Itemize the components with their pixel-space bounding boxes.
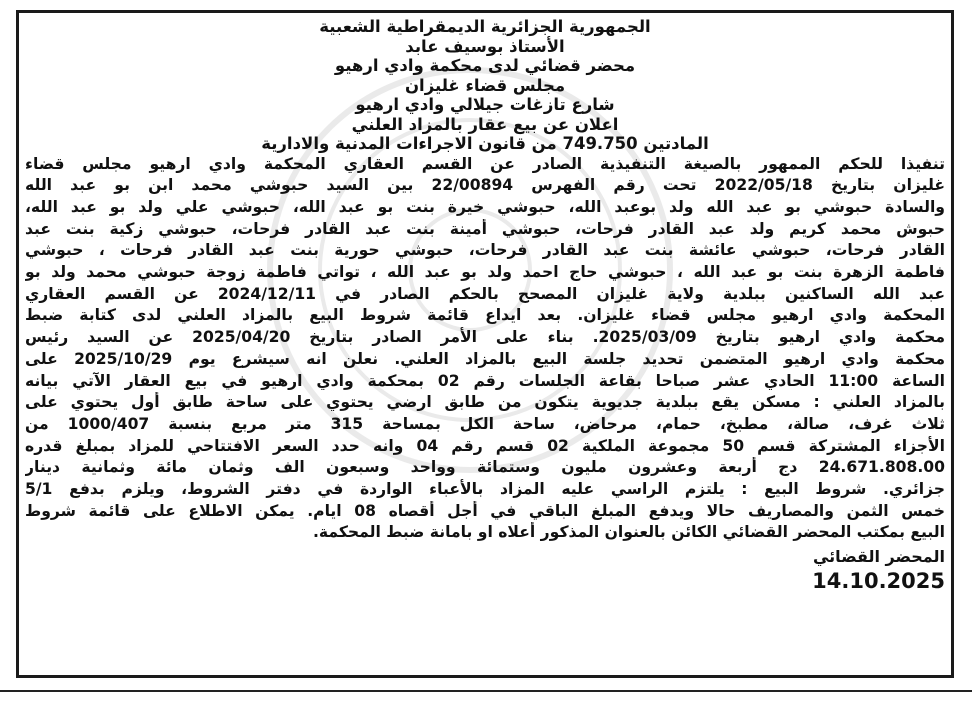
bottom-divider bbox=[0, 690, 972, 692]
notice-body bbox=[25, 154, 945, 545]
signature-date: 14.10.2025 bbox=[812, 569, 945, 594]
header-republic: الجمهورية الجزائرية الديمقراطية الشعبية bbox=[319, 17, 651, 36]
notice-header bbox=[25, 17, 945, 154]
signature-label: المحضر القضائي bbox=[812, 547, 945, 567]
notice-title: اعلان عن بيع عقار بالمزاد العلني bbox=[351, 114, 619, 134]
body-line: بالمزاد العلني : مسكن يقع ببلدية جديوية يتكون من طابق ارضي يحتوي على ساحة طابق أول يحتوي على bbox=[25, 393, 945, 412]
header-legal-articles: المادتين 749.750 من قانون الاجراءات المدنية والادارية bbox=[261, 134, 709, 153]
body-line: البيع بمكتب المحضر القضائي الكائن بالعنوان المذكور أعلاه او بامانة ضبط المحكمة. bbox=[313, 523, 945, 542]
legal-notice bbox=[16, 10, 954, 678]
body-line: ثلاث غرف، صالة، مطبخ، حمام، مرحاض، ساحة الكل بمساحة 315 متر مربع بنسبة 1000/407 من bbox=[25, 414, 945, 433]
signature-block bbox=[25, 546, 945, 594]
body-line: فاطمة الزهرة بنت بو عبد الله ، حبوشي حاج احمد ولد بو عبد الله ، تواتي فاطمة زوجة حبوشي محمد ولد بو bbox=[25, 263, 945, 282]
header-council: مجلس قضاء غليزان bbox=[404, 75, 566, 95]
body-line: الساعة 11:00 الحادي عشر صباحا بقاعة الجلسات رقم 02 بمحكمة وادي ارهيو في بيع العقار الآتي بيانه bbox=[25, 371, 945, 390]
body-line: المحكمة وادي ارهيو مجلس قضاء غليزان. بعد ايداع قائمة شروط البيع بالمزاد العلني لدى كتابة ضبط bbox=[25, 306, 945, 325]
header-bailiff-name: الأستاذ بوسيف عابد bbox=[405, 36, 565, 56]
body-line: جزائري. شروط البيع : يلتزم الراسي عليه المزاد بالأعباء الواردة في دفتر الشروط، ويلزم بدفع 5/1 bbox=[25, 480, 945, 499]
body-line: عبد الله الساكنين ببلدية ولاية غليزان المصحح بالحكم الصادر في 2024/12/11 عن القسم العقاري bbox=[25, 284, 945, 303]
body-line: غليزان بتاريخ 2022/05/18 تحت رقم الفهرس 22/00894 بين السيد حبوشي محمد ابن بو عبد الله bbox=[25, 176, 945, 195]
body-line: والسادة حبوشي بو عبد الله ولد بوعبد الله، حبوشي خيرة بنت بو عبد الله، حبوشي علي ولد بو عبد الله، bbox=[25, 197, 945, 216]
body-line: خمس الثمن والمصاريف حالا ويدفع المبلغ الباقي في أجل أقصاه 08 ايام. يمكن الاطلاع على قائمة شروط bbox=[25, 501, 945, 520]
body-line: محكمة وادي ارهيو المتضمن تحديد جلسة البيع بالمزاد العلني. نعلن انه سيشرع يوم 2025/10/29 على bbox=[25, 349, 945, 368]
body-line: القادر فرحات، حبوشي عائشة بنت عبد القادر فرحات، حبوشي حورية بنت عبد القادر فرحات ، حبوشي bbox=[25, 241, 945, 260]
body-line: الأجزاء المشتركة قسم 50 مجموعة الملكية 02 قسم رقم 04 وانه حدد السعر الافتتاحي للمزاد بمبلغ قدره bbox=[25, 436, 945, 455]
body-line: محكمة وادي ارهيو بتاريخ 2025/03/09. بناء على الأمر الصادر بتاريخ 2025/04/20 عن السيد رئيس bbox=[25, 328, 945, 347]
header-court: محضر قضائي لدى محكمة وادي ارهيو bbox=[334, 56, 636, 75]
body-line: حبوش محمد كريم ولد عبد القادر فرحات، حبوشي أمينة بنت عبد القادر فرحات، حبوشي زكية بنت عبد bbox=[25, 219, 945, 238]
body-line: تنفيذا للحكم الممهور بالصيغة التنفيذية الصادر عن القسم العقاري المحكمة وادي ارهيو مجلس قضاء bbox=[25, 154, 945, 173]
body-line: 24.671.808.00 دج أربعة وعشرون مليون وستمائة وواحد وسبعون الف وثمان مائة وثمانية دينار bbox=[25, 458, 945, 477]
header-address: شارع تازغات جيلالي وادي ارهيو bbox=[355, 95, 615, 114]
